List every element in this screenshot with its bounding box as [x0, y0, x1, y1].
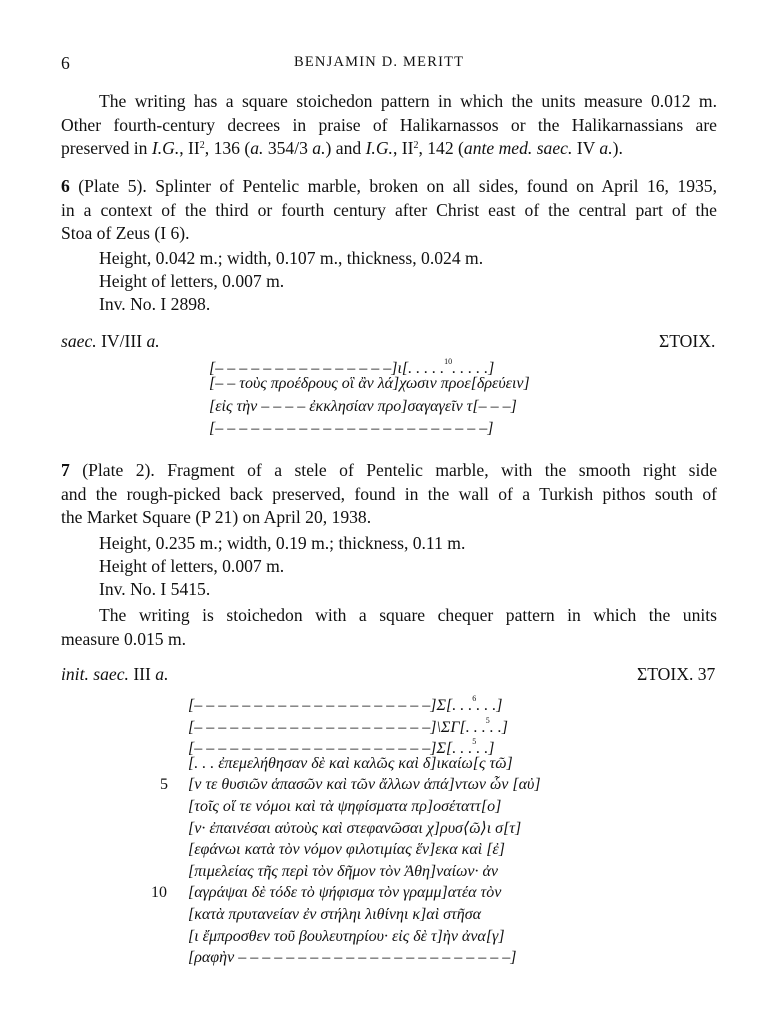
item-7-date: init. saec. III a. — [61, 664, 169, 684]
item-6-letter-height: Height of letters, 0.007 m. — [99, 271, 285, 291]
item-6-line: [– – – – – – – – – – – – – – –]ι[. . . . .$^{10}$. . . . .] — [209, 357, 495, 377]
item-6-line-2: in a context of the third or fourth century after Christ east of the central part of the — [61, 199, 717, 220]
intro-line-1: The writing has a square stoichedon pattern in which the units measure 0.012 m. — [99, 91, 717, 111]
item-7-dimensions: Height, 0.235 m.; width, 0.19 m.; thickness, 0.11 m. — [99, 533, 466, 553]
item-7-line: [ν τε θυσιῶν ἁπασῶν καὶ τῶν ἄλλων ἁπά]ντων ὧν [αὐ] — [188, 776, 541, 794]
item-7-number: 7 — [61, 460, 70, 480]
letter-count: 10 — [444, 357, 453, 366]
letter-count: 5 — [472, 737, 477, 747]
item-7-line: [πιμελείας τῆς περὶ τὸν δῆμον τὸν Ἀθη]ναίων· ἀν — [188, 862, 498, 880]
item-7-writing-line-1: The writing is stoichedon with a square chequer pattern in which the units — [99, 605, 717, 625]
item-7-line: [ι ἔμπροσθεν τοῦ βουλευτηρίου· εἰς δὲ τ]ὴν ἀνα[γ] — [188, 927, 505, 945]
item-7-writing-line-2: measure 0.015 m. — [61, 628, 187, 649]
item-7-line-3: the Market Square (P 21) on April 20, 1938. — [61, 507, 372, 527]
intro-line-3: preserved in I.G., $II^2$, 136 (a. 354/3 a.) and I.G., $II^2$, 142 (ante med. saec. IV a.). — [61, 138, 623, 158]
line-number-5: 5 — [160, 776, 168, 793]
item-6-line: [– – – – – – – – – – – – – – – – – – – – – – –] — [209, 419, 494, 437]
item-6-number: 6 — [61, 176, 70, 196]
item-6-dimensions: Height, 0.042 m.; width, 0.107 m., thickness, 0.024 m. — [99, 248, 484, 268]
item-7-writing-paragraph — [61, 604, 717, 651]
item-6-stoich-label: ΣΤΟΙΧ. — [659, 331, 716, 351]
item-7-letter-height: Height of letters, 0.007 m. — [99, 556, 285, 576]
letter-count: 5 — [485, 715, 490, 725]
item-7-line: [– – – – – – – – – – – – – – – – – – – –]\ΣΓ[. . .$^5$. .] — [188, 715, 508, 736]
letter-count: 6 — [472, 694, 477, 703]
item-6-line-3: Stoa of Zeus (I 6). — [61, 223, 190, 243]
item-7-line: [ν· ἐπαινέσαι αὐτοὺς καὶ στεφανῶσαι χ]ρυσ⟨ῶ⟩ι σ[τ] — [188, 819, 522, 837]
item-6-line-1: 6 (Plate 5). Splinter of Pentelic marble, broken on all sides, found on April 16, 1935, — [61, 176, 717, 196]
item-6-inventory: Inv. No. I 2898. — [99, 294, 211, 314]
item-7-line: [ραφὴν – – – – – – – – – – – – – – – – – – – – – – –] — [188, 949, 517, 967]
line-number-10: 10 — [151, 884, 167, 901]
running-head: BENJAMIN D. MERITT — [294, 54, 465, 70]
item-6-date: saec. IV/III a. — [61, 331, 160, 351]
item-7-line: [. . . ἐπεμελήθησαν δὲ καὶ καλῶς καὶ δ]ικαίω[ς τῶ] — [188, 754, 513, 772]
item-7-line: [αγράψαι δὲ τόδε τὸ ψήφισμα τὸν γραμμ]ατέα τὸν — [188, 884, 502, 902]
item-7-line: [– – – – – – – – – – – – – – – – – – – –]Σ[. . .$^6$. . .] — [188, 694, 503, 714]
intro-line-2: Other fourth-century decrees in praise of Halikarnassos or the Halikarnassians are — [61, 114, 717, 135]
item-7-line-2: and the rough-picked back preserved, found in the wall of a Turkish pithos south of — [61, 483, 717, 504]
item-6-line: [– – τοὺς προέδρους οἳ ἂν λά]χωσιν προε[δρεύειν] — [209, 375, 530, 393]
item-7-stoich-label: ΣΤΟΙΧ. 37 — [637, 664, 716, 684]
item-7-line-1: 7 (Plate 2). Fragment of a stele of Pentelic marble, with the smooth right side — [61, 460, 717, 480]
intro-paragraph — [61, 90, 717, 161]
item-7-paragraph — [61, 459, 717, 530]
item-6-line: [εἰς τὴν – – – – ἐκκλησίαν προ]σαγαγεῖν τ[– – –] — [209, 397, 517, 415]
item-6-paragraph — [61, 175, 717, 246]
page-number: 6 — [61, 53, 70, 73]
item-7-line: [τοῖς οἵ τε νόμοι καὶ τὰ ψηφίσματα πρ]οσέταττ[ο] — [188, 798, 502, 815]
item-7-inventory: Inv. No. I 5415. — [99, 579, 211, 599]
item-7-line: [– – – – – – – – – – – – – – – – – – – –]Σ[. . .$^5$. .] — [188, 737, 495, 758]
item-7-line: [εφάνωι κατὰ τὸν νόμον φιλοτιμίας ἕν]εκα καὶ [ἐ] — [188, 841, 505, 859]
item-7-line: [κατὰ πρυτανείαν ἐν στήληι λιθίνηι κ]αὶ στῆσα — [188, 906, 481, 923]
